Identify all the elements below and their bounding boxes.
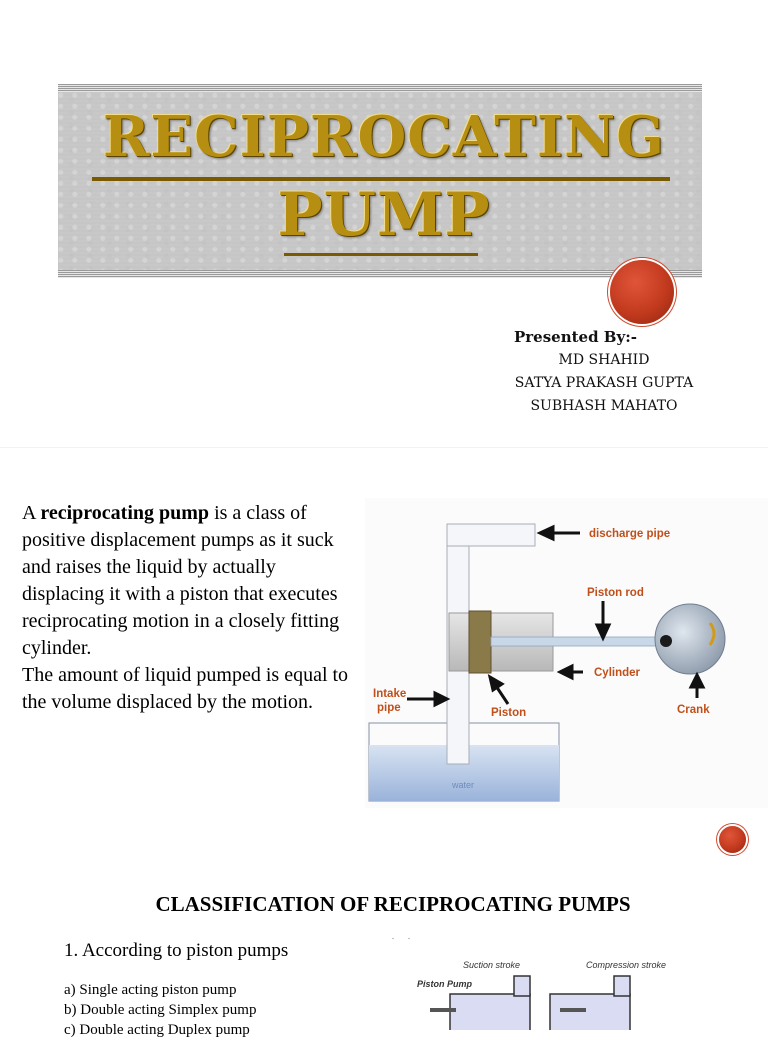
definition-paragraph	[22, 500, 362, 716]
presenter-name: SATYA PRAKASH GUPTA	[514, 375, 694, 391]
presenter-name: SUBHASH MAHATO	[530, 398, 678, 414]
banner-stripe-bottom	[58, 270, 702, 278]
compression-valve	[614, 976, 630, 996]
suction-rod	[430, 1008, 456, 1012]
classification-title: CLASSIFICATION OF RECIPROCATING PUMPS	[155, 892, 631, 916]
suction-cylinder	[450, 994, 530, 1030]
compression-rod	[560, 1008, 586, 1012]
label-piston: Piston	[491, 707, 527, 719]
discharge-pipe-shape	[447, 524, 535, 546]
piston-shape	[469, 611, 491, 673]
label-piston-rod: Piston rod	[587, 587, 644, 599]
para-prefix: A	[22, 502, 41, 524]
para-rest: is a class of positive displacement pumps as it suck and raises the liquid by actually displacing it with a piston that executes reciprocating motion in a closely fitting cylinder.	[22, 502, 340, 659]
classification-item-1: 1. According to piston pumps	[64, 940, 289, 961]
decorative-dots: . .	[392, 932, 416, 941]
presented-by-label: Presented By:-	[514, 328, 637, 346]
label-cylinder: Cylinder	[594, 667, 641, 679]
definition-slide	[0, 447, 768, 872]
decorative-red-circle	[610, 260, 674, 324]
piston-pump-diagram	[410, 970, 670, 1030]
classification-slide	[0, 872, 768, 1038]
label-intake: Intake	[373, 688, 407, 700]
para-bold-term: reciprocating pump	[40, 502, 210, 524]
banner-stripe-top	[58, 84, 702, 92]
sub-item-c: c) Double acting Duplex pump	[64, 1022, 250, 1038]
caption-piston-pump: Piston Pump	[417, 979, 473, 989]
caption-compression: Compression stroke	[586, 960, 667, 970]
sub-item-b: b) Double acting Simplex pump	[64, 1002, 257, 1018]
suction-valve	[514, 976, 530, 996]
sub-item-a: a) Single acting piston pump	[64, 982, 237, 998]
decorative-red-circle-small	[719, 826, 746, 853]
label-discharge-pipe: discharge pipe	[589, 528, 671, 540]
label-pipe: pipe	[377, 702, 401, 714]
water-label: water	[451, 780, 475, 790]
pump-diagram	[365, 498, 768, 808]
title-line-1: RECIPROCATING	[102, 104, 666, 170]
title-slide	[0, 0, 768, 446]
label-crank: Crank	[677, 704, 710, 716]
presenter-name: MD SHAHID	[558, 352, 650, 368]
caption-suction: Suction stroke	[463, 960, 521, 970]
title-line-2: PUMP	[277, 180, 491, 250]
para-second: The amount of liquid pumped is equal to the volume displaced by the motion.	[22, 664, 349, 713]
piston-rod-shape	[491, 637, 661, 646]
crank-pin	[660, 635, 672, 647]
title-underline-2	[284, 253, 478, 256]
